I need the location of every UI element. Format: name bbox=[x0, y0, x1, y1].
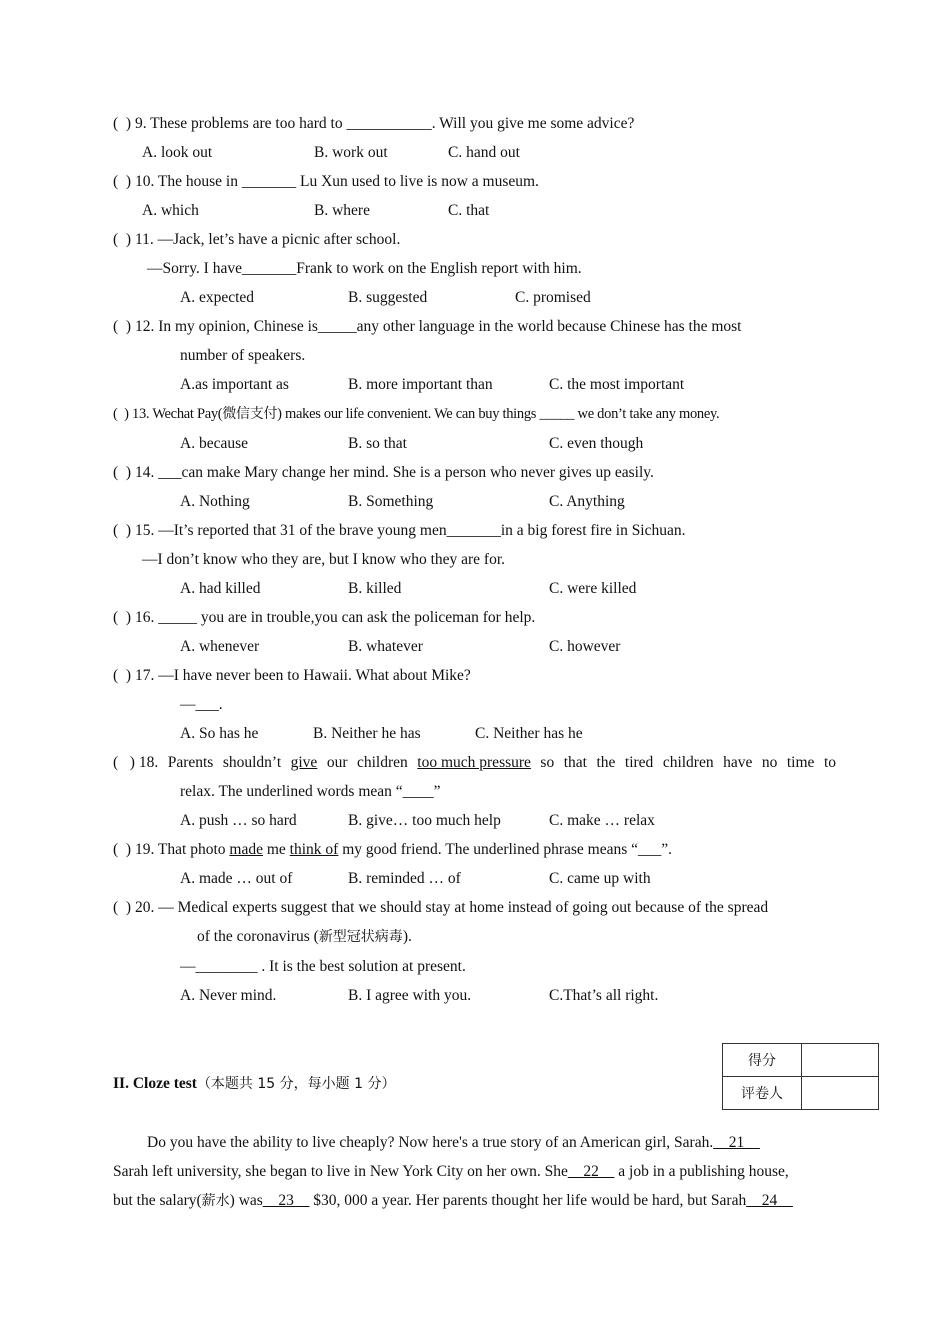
q18-option-c: C. make … relax bbox=[549, 812, 655, 829]
q18-stem bbox=[113, 753, 836, 773]
q20-option-a: A. Never mind. bbox=[180, 987, 277, 1004]
blank-24: __24__ bbox=[746, 1192, 793, 1209]
q14-option-b: B. Something bbox=[348, 493, 434, 510]
q9-option-b: B. work out bbox=[314, 144, 388, 161]
q18-word: that bbox=[563, 754, 587, 771]
q18-word: shouldn’t bbox=[222, 754, 282, 771]
q18-underlined-give: give bbox=[290, 754, 318, 771]
q18-word: children bbox=[662, 754, 714, 771]
q12-stem: ( ) 12. In my opinion, Chinese is_____any other language in the world because Chinese has the most bbox=[113, 318, 742, 335]
q18-number: ( ) 18. bbox=[113, 754, 159, 771]
q18-word: so bbox=[540, 754, 555, 771]
grader-label: 评卷人 bbox=[723, 1077, 802, 1110]
q18-word: tired bbox=[624, 754, 654, 771]
q13-stem-post: ) makes our life convenient. We can buy things _____ we don’t take any money. bbox=[277, 406, 720, 422]
blank-23: __23__ bbox=[262, 1192, 310, 1209]
passage-line-3 bbox=[113, 1191, 793, 1211]
q12-option-b: B. more important than bbox=[348, 376, 493, 393]
q18-word: to bbox=[823, 754, 836, 771]
q15-option-b: B. killed bbox=[348, 580, 402, 597]
section-note: （本题共 15 分，每小题 1 分） bbox=[196, 1076, 396, 1092]
q18-option-a: A. push … so hard bbox=[180, 812, 297, 829]
q18-word: have bbox=[723, 754, 753, 771]
q18-word: Parents bbox=[167, 754, 214, 771]
blank-21: __21__ bbox=[713, 1134, 760, 1151]
q20-chinese: 新型冠状病毒 bbox=[318, 929, 403, 945]
section-heading bbox=[113, 1074, 395, 1094]
q17-stem-reply: —___. bbox=[180, 696, 223, 713]
q14-option-a: A. Nothing bbox=[180, 493, 250, 510]
q19-text: my good friend. The underlined phrase means “___”. bbox=[338, 841, 673, 858]
passage-line-1 bbox=[147, 1133, 760, 1153]
q9-option-c: C. hand out bbox=[448, 144, 520, 161]
q18-word: our bbox=[326, 754, 348, 771]
q18-stem-cont: relax. The underlined words mean “____” bbox=[180, 783, 441, 800]
q13-option-b: B. so that bbox=[348, 435, 407, 452]
q15-stem: ( ) 15. —It’s reported that 31 of the brave young men_______in a big forest fire in Sichuan. bbox=[113, 522, 686, 539]
q18-word: no bbox=[761, 754, 778, 771]
q10-option-c: C. that bbox=[448, 202, 490, 219]
q19-option-b: B. reminded … of bbox=[348, 870, 461, 887]
q16-stem: ( ) 16. _____ you are in trouble,you can ask the policeman for help. bbox=[113, 609, 536, 626]
q14-option-c: C. Anything bbox=[549, 493, 625, 510]
q13-option-a: A. because bbox=[180, 435, 248, 452]
q11-option-b: B. suggested bbox=[348, 289, 428, 306]
q9-option-a: A. look out bbox=[142, 144, 213, 161]
q16-option-a: A. whenever bbox=[180, 638, 260, 655]
section-title: II. Cloze test bbox=[113, 1075, 197, 1092]
q18-word: the bbox=[596, 754, 616, 771]
q20-text: of the coronavirus ( bbox=[197, 928, 319, 945]
q9-stem: ( ) 9. These problems are too hard to ___________. Will you give me some advice? bbox=[113, 115, 635, 132]
q11-option-c: C. promised bbox=[515, 289, 591, 306]
q11-stem: ( ) 11. —Jack, let’s have a picnic after school. bbox=[113, 231, 401, 248]
q19-option-a: A. made … out of bbox=[180, 870, 293, 887]
passage-text: a job in a publishing house, bbox=[614, 1163, 789, 1180]
q11-stem-reply: —Sorry. I have_______Frank to work on the English report with him. bbox=[147, 260, 582, 277]
q10-stem: ( ) 10. The house in _______ Lu Xun used to live is now a museum. bbox=[113, 173, 539, 190]
q17-option-c: C. Neither has he bbox=[475, 725, 583, 742]
q19-stem bbox=[113, 840, 672, 860]
q19-text: ( ) 19. That photo bbox=[113, 841, 230, 858]
q19-underlined-think-of: think of bbox=[289, 841, 339, 858]
q17-option-a: A. So has he bbox=[180, 725, 259, 742]
passage-line-2 bbox=[113, 1162, 789, 1182]
q15-option-c: C. were killed bbox=[549, 580, 637, 597]
q19-underlined-made: made bbox=[229, 841, 263, 858]
passage-text: Sarah left university, she began to live in New York City on her own. She bbox=[113, 1163, 568, 1180]
q16-option-b: B. whatever bbox=[348, 638, 423, 655]
score-value-cell bbox=[802, 1044, 879, 1077]
blank-22: __22__ bbox=[567, 1163, 615, 1180]
q13-option-c: C. even though bbox=[549, 435, 644, 452]
q19-text: me bbox=[262, 841, 290, 858]
q20-stem-reply: —________ . It is the best solution at present. bbox=[180, 958, 466, 975]
q17-option-b: B. Neither he has bbox=[313, 725, 421, 742]
q20-stem: ( ) 20. — Medical experts suggest that we should stay at home instead of going out because of the spread bbox=[113, 899, 769, 916]
score-table bbox=[722, 1043, 879, 1110]
passage-text: but the salary( bbox=[113, 1192, 202, 1209]
passage-text: ) was bbox=[229, 1192, 263, 1209]
q10-option-a: A. which bbox=[142, 202, 199, 219]
q13-stem-chinese: 微信支付 bbox=[222, 406, 278, 422]
q15-option-a: A. had killed bbox=[180, 580, 261, 597]
q18-option-b: B. give… too much help bbox=[348, 812, 501, 829]
passage-text: $30, 000 a year. Her parents thought her life would be hard, but Sarah bbox=[309, 1192, 747, 1209]
q12-stem-cont: number of speakers. bbox=[180, 347, 306, 364]
q12-option-a: A.as important as bbox=[180, 376, 289, 393]
q20-option-b: B. I agree with you. bbox=[348, 987, 472, 1004]
q13-stem bbox=[113, 404, 719, 424]
q20-text: ). bbox=[402, 928, 412, 945]
q20-option-c: C.That’s all right. bbox=[549, 987, 659, 1004]
q13-stem-pre: ( ) 13. Wechat Pay( bbox=[113, 406, 223, 422]
q15-stem-reply: —I don’t know who they are, but I know who they are for. bbox=[142, 551, 506, 568]
grader-value-cell bbox=[802, 1077, 879, 1110]
q16-option-c: C. however bbox=[549, 638, 621, 655]
q18-underlined-pressure: too much pressure bbox=[417, 754, 531, 771]
q20-stem-cont bbox=[197, 927, 412, 947]
q10-option-b: B. where bbox=[314, 202, 370, 219]
q18-word: children bbox=[356, 754, 408, 771]
q11-option-a: A. expected bbox=[180, 289, 255, 306]
passage-text: Do you have the ability to live cheaply? Now here's a true story of an American girl, Sarah. bbox=[147, 1134, 714, 1151]
passage-chinese: 薪水 bbox=[201, 1193, 230, 1209]
score-label: 得分 bbox=[723, 1044, 802, 1077]
q17-stem: ( ) 17. —I have never been to Hawaii. What about Mike? bbox=[113, 667, 471, 684]
q19-option-c: C. came up with bbox=[549, 870, 651, 887]
q14-stem: ( ) 14. ___can make Mary change her mind. She is a person who never gives up easily. bbox=[113, 464, 654, 481]
q12-option-c: C. the most important bbox=[549, 376, 685, 393]
q18-word: time bbox=[786, 754, 815, 771]
